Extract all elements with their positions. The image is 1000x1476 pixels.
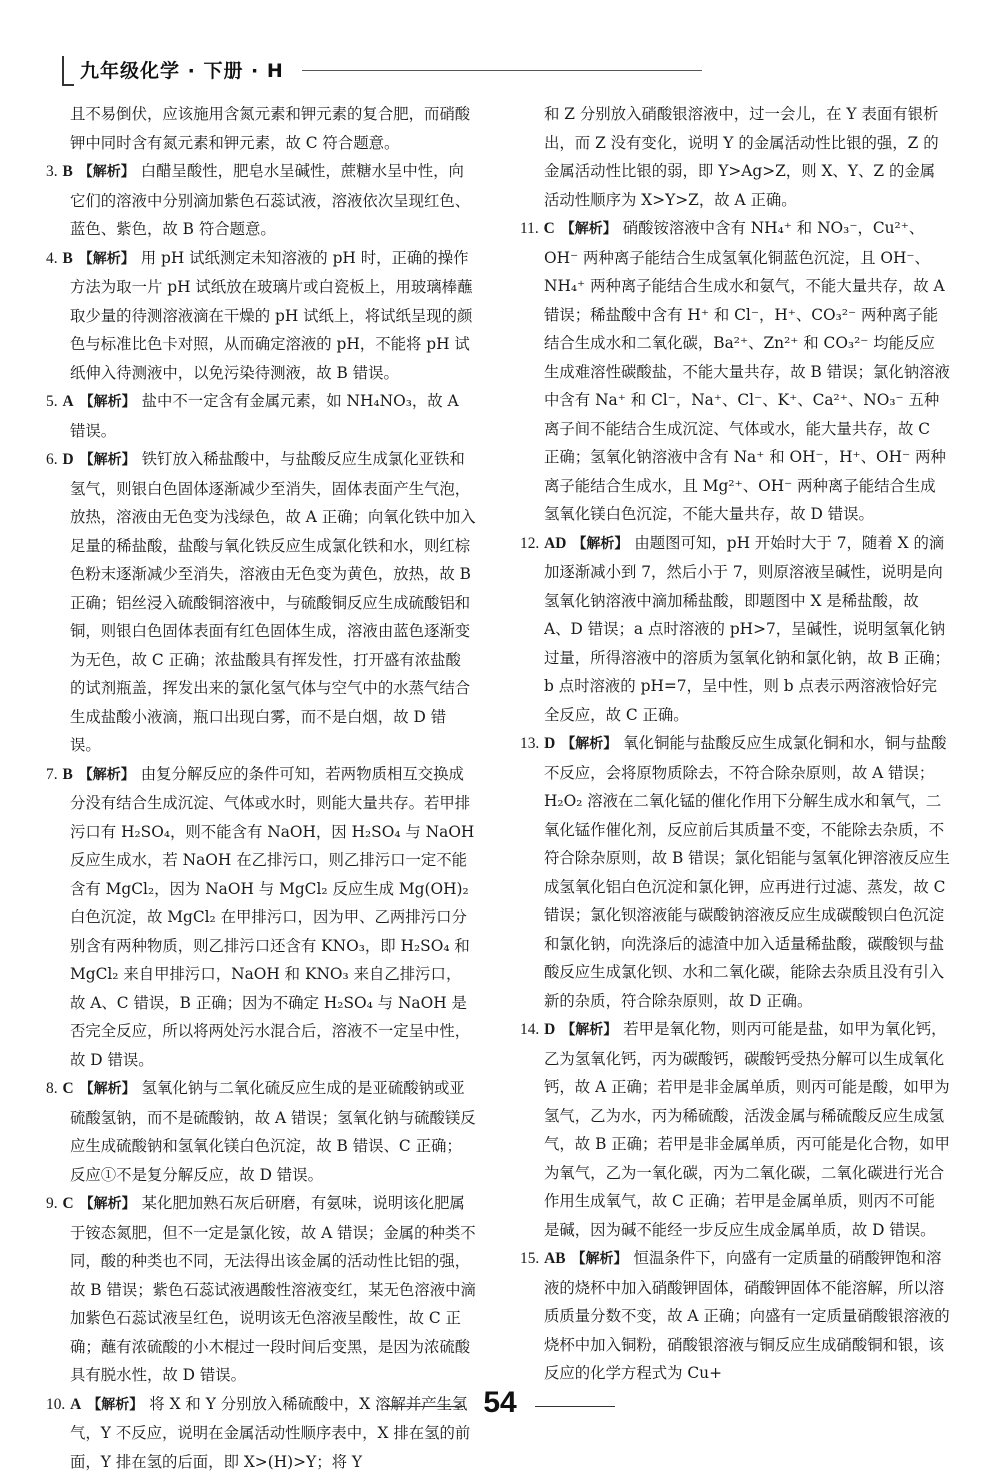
left-column [46, 100, 476, 1476]
analysis-tag: 【解析】 [572, 536, 628, 552]
analysis-tag: 【解析】 [80, 1081, 136, 1097]
item-text: 某化肥加熟石灰后研磨，有氨味，说明该化肥属于铵态氮肥，但不一定是氯化铵，故 A 错误；金属的种类不同，酸的种类也不同，无法得出该金属的活动性比铝的强，故 B 错误；紫色石蕊试液遇酸性溶液变红，某无色溶液中滴加紫色石蕊试液呈红色，说明该无色溶液呈酸性，故 C 正确；蘸有浓硫酸的小木棍过一段时间后变黑，是因为浓硫酸具有脱水性，故 D 错误。 [70, 1194, 476, 1384]
answer-item-9 [46, 1189, 476, 1390]
item-number: 10. [46, 1396, 65, 1413]
answer-item-6 [46, 445, 476, 760]
item-number: 13. [520, 735, 539, 752]
analysis-tag: 【解析】 [79, 164, 135, 180]
analysis-tag: 【解析】 [80, 452, 136, 468]
item-number: 6. [46, 451, 58, 468]
page-header [62, 50, 662, 90]
answer-item-5 [46, 387, 476, 445]
item-number: 8. [46, 1080, 58, 1097]
footer-rule-left [385, 1406, 465, 1407]
analysis-tag: 【解析】 [561, 1022, 617, 1038]
item-answer: A [70, 1396, 81, 1413]
footer-rule-right [535, 1406, 615, 1407]
continuation-text: 且不易倒伏，应该施用含氮元素和钾元素的复合肥，而硝酸钾中同时含有氮元素和钾元素，故 C 符合题意。 [46, 100, 476, 157]
header-rule [302, 70, 702, 71]
item-number: 11. [520, 220, 539, 237]
answer-item-13 [520, 729, 950, 1015]
item-answer: B [62, 766, 72, 783]
item-answer: D [544, 1021, 555, 1038]
item-answer: B [62, 163, 72, 180]
page-number: 54 [470, 1386, 530, 1420]
item-text: 硝酸铵溶液中含有 NH₄⁺ 和 NO₃⁻，Cu²⁺、OH⁻ 两种离子能结合生成氢氧化铜蓝色沉淀，且 OH⁻、NH₄⁺ 两种离子能结合生成水和氨气，不能大量共存，故 A 错误；稀盐酸中含有 H⁺ 和 Cl⁻，H⁺、CO₃²⁻ 两种离子能结合生成水和二氧化碳，Ba²⁺、Zn²⁺ 和 CO₃²⁻ 均能反应生成难溶性碳酸盐，不能大量共存，故 B 错误；氯化钠溶液中含有 Na⁺ 和 Cl⁻，Na⁺、Cl⁻、K⁺、Ca²⁺、NO₃⁻ 五种离子间不能结合生成沉淀、气体或水，能大量共存，故 C 正确；氢氧化钠溶液中含有 Na⁺ 和 OH⁻，H⁺、OH⁻ 两种离子能结合生成水，且 Mg²⁺、OH⁻ 两种离子能结合生成氢氧化镁白色沉淀，不能大量共存，故 D 错误。 [544, 219, 950, 523]
item-text: 白醋呈酸性，肥皂水呈碱性，蔗糖水呈中性，向它们的溶液中分别滴加紫色石蕊试液，溶液依次呈现红色、蓝色、紫色，故 B 符合题意。 [70, 162, 470, 238]
item-number: 12. [520, 535, 539, 552]
item-answer: C [544, 220, 555, 237]
page-footer [0, 1386, 1000, 1426]
item-answer: C [62, 1080, 73, 1097]
item-number: 5. [46, 393, 58, 410]
right-column [520, 100, 950, 1388]
item-number: 3. [46, 163, 58, 180]
answer-item-4 [46, 244, 476, 388]
item-text: 将 X 和 Y 分别放入稀硫酸中，X 溶解并产生氢气，Y 不反应，说明在金属活动性顺序表中，X 排在氢的前面，Y 排在氢的后面，即 X>(H)>Y；将 Y [70, 1395, 470, 1471]
item-answer: A [62, 393, 73, 410]
item-text: 盐中不一定含有金属元素，如 NH₄NO₃，故 A 错误。 [70, 392, 459, 440]
analysis-tag: 【解析】 [79, 767, 135, 783]
item-answer: D [544, 735, 555, 752]
analysis-tag: 【解析】 [80, 394, 136, 410]
item-text: 若甲是氧化物，则丙可能是盐，如甲为氧化钙，乙为氢氧化钙，丙为碳酸钙，碳酸钙受热分解可以生成氧化钙，故 A 正确；若甲是非金属单质，则丙可能是酸，如甲为氢气，乙为水，丙为稀硫酸，活泼金属与稀硫酸反应生成氢气，故 B 正确；若甲是非金属单质，丙可能是化合物，如甲为氧气，乙为一氧化碳，丙为二氧化碳，二氧化碳进行光合作用生成氧气，故 C 正确；若甲是金属单质，则丙不可能是碱，因为碱不能经一步反应生成金属单质，故 D 错误。 [544, 1020, 950, 1239]
item-number: 4. [46, 250, 58, 267]
header-title: 九年级化学 · 下册 · H [80, 56, 284, 83]
item-text: 由复分解反应的条件可知，若两物质相互交换成分没有结合生成沉淀、气体或水时，则能大量共存。若甲排污口有 H₂SO₄，则不能含有 NaOH，因 H₂SO₄ 与 NaOH 反应生成水，若 NaOH 在乙排污口，则乙排污口一定不能含有 MgCl₂，因为 NaOH 与 MgCl₂ 反应生成 Mg(OH)₂ 白色沉淀，故 MgCl₂ 在甲排污口，因为甲、乙两排污口分别含有两种物质，则乙排污口还含有 KNO₃，即 H₂SO₄ 和 MgCl₂ 来自甲排污口，NaOH 和 KNO₃ 来自乙排污口，故 A、C 错误，B 正确；因为不确定 H₂SO₄ 与 NaOH 是否完全反应，所以将两处污水混合后，溶液不一定呈中性，故 D 错误。 [70, 765, 474, 1069]
item-text: 氢氧化钠与二氧化硫反应生成的是亚硫酸钠或亚硫酸氢钠，而不是硫酸钠，故 A 错误；氢氧化钠与硫酸镁反应生成硫酸钠和氢氧化镁白色沉淀，故 B 错误、C 正确；反应①不是复分解反应，故 D 错误。 [70, 1079, 476, 1184]
item-text: 恒温条件下，向盛有一定质量的硝酸钾饱和溶液的烧杯中加入硝酸钾固体，硝酸钾固体不能溶解，所以溶质质量分数不变，故 A 正确；向盛有一定质量硝酸银溶液的烧杯中加入铜粉，硝酸银溶液与铜反应生成硝酸铜和银，该反应的化学方程式为 Cu+ [544, 1249, 950, 1382]
item-number: 7. [46, 766, 58, 783]
item-text: 铁钉放入稀盐酸中，与盐酸反应生成氯化亚铁和氢气，则银白色固体逐渐减少至消失，固体表面产生气泡，放热，溶液由无色变为浅绿色，故 A 正确；向氧化铁中加入足量的稀盐酸，盐酸与氧化铁反应生成氯化铁和水，则红棕色粉末逐渐减少至消失，溶液由无色变为黄色，放热，故 B 正确；铝丝浸入硫酸铜溶液中，与硫酸铜反应生成硫酸铝和铜，则银白色固体表面有红色固体生成，溶液由蓝色逐渐变为无色，故 C 正确；浓盐酸具有挥发性，打开盛有浓盐酸的试剂瓶盖，挥发出来的氯化氢气体与空气中的水蒸气结合生成盐酸小液滴，瓶口出现白雾，而不是白烟，故 D 错误。 [70, 450, 476, 754]
item-answer: B [62, 250, 72, 267]
item-number: 15. [520, 1250, 539, 1267]
answer-item-3 [46, 157, 476, 244]
item-answer: D [62, 451, 73, 468]
item-answer: AD [544, 535, 566, 552]
answer-item-7 [46, 760, 476, 1075]
answer-item-15 [520, 1244, 950, 1388]
header-bracket [62, 56, 74, 86]
item-number: 9. [46, 1195, 58, 1212]
item-text: 用 pH 试纸测定未知溶液的 pH 时，正确的操作方法为取一片 pH 试纸放在玻璃片或白瓷板上，用玻璃棒蘸取少量的待测溶液滴在干燥的 pH 试纸上，将试纸呈现的颜色与标准比色卡对照，从而确定溶液的 pH，不能将 pH 试纸伸入待测液中，以免污染待测液，故 B 错误。 [70, 249, 472, 382]
item-text: 氧化铜能与盐酸反应生成氯化铜和水，铜与盐酸不反应，会将原物质除去，不符合除杂原则，故 A 错误；H₂O₂ 溶液在二氧化锰的催化作用下分解生成水和氧气，二氧化锰作催化剂，反应前后其质量不变，不能除去杂质，不符合除杂原则，故 B 错误；氯化铝能与氢氧化钾溶液反应生成氢氧化铝白色沉淀和氯化钾，应再进行过滤、蒸发，故 C 错误；氯化钡溶液能与碳酸钠溶液反应生成碳酸钡白色沉淀和氯化钠，向洗涤后的滤渣中加入适量稀盐酸，碳酸钡与盐酸反应生成氯化钡、水和二氧化碳，能除去杂质且没有引入新的杂质，符合除杂原则，故 D 正确。 [544, 734, 950, 1010]
continuation-text: 和 Z 分别放入硝酸银溶液中，过一会儿，在 Y 表面有银析出，而 Z 没有变化，说明 Y 的金属活动性比银的强，Z 的金属活动性比银的弱，即 Y>Ag>Z，则 X、Y、Z 的金属活动性顺序为 X>Y>Z，故 A 正确。 [520, 100, 950, 214]
item-answer: C [62, 1195, 73, 1212]
analysis-tag: 【解析】 [80, 1196, 136, 1212]
analysis-tag: 【解析】 [572, 1251, 628, 1267]
analysis-tag: 【解析】 [79, 251, 135, 267]
item-answer: AB [544, 1250, 565, 1267]
analysis-tag: 【解析】 [561, 221, 617, 237]
item-number: 14. [520, 1021, 539, 1038]
answer-item-12 [520, 529, 950, 730]
analysis-tag: 【解析】 [87, 1397, 143, 1413]
item-text: 由题图可知，pH 开始时大于 7，随着 X 的滴加逐渐减小到 7，然后小于 7，则原溶液呈碱性，说明是向氢氧化钠溶液中滴加稀盐酸，即题图中 X 是稀盐酸，故 A、D 错误；a 点时溶液的 pH>7，呈碱性，说明氢氧化钠过量，所得溶液中的溶质为氢氧化钠和氯化钠，故 B 正确；b 点时溶液的 pH=7，呈中性，则 b 点表示两溶液恰好完全反应，故 C 正确。 [544, 534, 950, 724]
answer-item-14 [520, 1015, 950, 1244]
analysis-tag: 【解析】 [561, 736, 617, 752]
answer-item-8 [46, 1074, 476, 1189]
answer-item-11 [520, 214, 950, 529]
